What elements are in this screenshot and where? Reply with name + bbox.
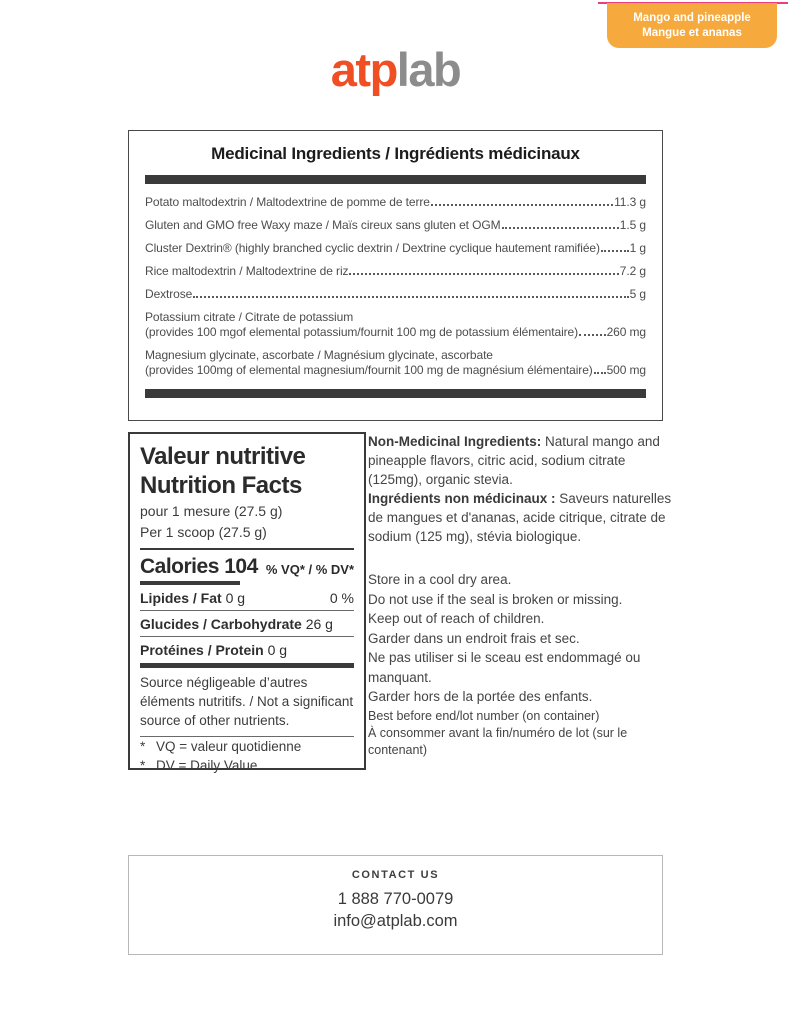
ingredient-name: Dextrose <box>145 286 193 301</box>
ingredient-name: Cluster Dextrin® (highly branched cyclic dextrin / Dextrine cyclique hautement ramifiée) <box>145 240 600 255</box>
contact-email: info@atplab.com <box>333 912 458 930</box>
ingredient-list <box>129 184 662 381</box>
dot-leader <box>349 273 618 275</box>
non-medicinal-fr-label: Ingrédients non médicinaux : <box>368 491 556 506</box>
medicinal-ingredients-box <box>128 130 663 421</box>
ingredient-detail: (provides 100 mgof elemental potassium/fournit 100 mg de potassium élémentaire) <box>145 324 578 339</box>
best-before-line-en: Best before end/lot number (on container) <box>368 709 600 723</box>
flavor-name-fr: Mangue et ananas <box>642 26 742 39</box>
storage-line: Garder hors de la portée des enfants. <box>368 689 593 704</box>
dot-leader <box>431 204 613 206</box>
ingredient-name: Potassium citrate / Citrate de potassium <box>145 309 354 324</box>
non-medicinal-en: Non-Medicinal Ingredients: Natural mango and pineapple flavors, citric acid, sodium citrate (125mg), organic stevia. <box>368 434 660 487</box>
best-before-note <box>368 708 674 759</box>
calories-row <box>140 555 354 579</box>
flavor-name-en: Mango and pineapple <box>633 11 751 24</box>
ingredient-row-detail <box>145 324 646 339</box>
separator-line <box>140 548 354 550</box>
ingredient-row <box>145 282 646 305</box>
dot-leader <box>579 334 606 336</box>
logo-part-atp: atp <box>330 43 397 96</box>
contact-box <box>128 855 663 955</box>
ingredient-row <box>145 259 646 282</box>
ingredient-row <box>145 190 646 213</box>
ingredient-name: Rice maltodextrin / Maltodextrine de riz <box>145 263 349 278</box>
serving-size-fr: pour 1 mesure (27.5 g) <box>140 503 283 519</box>
nutrient-label: Glucides / Carbohydrate 26 g <box>140 616 333 632</box>
storage-line: Keep out of reach of children. <box>368 611 545 626</box>
footnote-dv: * DV = Daily Value <box>140 758 258 773</box>
ingredient-row-detail <box>145 362 646 377</box>
medicinal-title: Medicinal Ingredients / Ingrédients médicinaux <box>211 144 580 163</box>
serving-size-en: Per 1 scoop (27.5 g) <box>140 524 267 540</box>
nutrient-label: Protéines / Protein 0 g <box>140 642 288 658</box>
ingredient-amount: 1 g <box>629 240 646 255</box>
storage-line: Ne pas utiliser si le sceau est endommagé ou manquant. <box>368 650 641 685</box>
nutrition-title-en: Nutrition Facts <box>140 472 302 499</box>
dot-leader <box>601 250 629 252</box>
non-medicinal-fr: Ingrédients non médicinaux : Saveurs naturelles de mangues et d'ananas, acide citrique, citrate de sodium (125 mg), stévia biologique. <box>368 491 672 544</box>
calories-value: Calories 104 <box>140 555 258 578</box>
ingredient-amount: 260 mg <box>606 324 646 339</box>
non-medicinal-ingredients <box>368 432 674 546</box>
contact-heading: CONTACT US <box>351 869 440 881</box>
storage-warnings <box>368 570 674 707</box>
dot-leader <box>502 227 619 229</box>
ingredient-row <box>145 236 646 259</box>
ingredient-name: Potato maltodextrin / Maltodextrine de pomme de terre <box>145 194 430 209</box>
nutrient-dv: 0 % <box>329 590 354 606</box>
nutrient-row <box>140 585 354 610</box>
atplab-logo <box>0 44 791 96</box>
dot-leader <box>193 296 628 298</box>
divider-bar-top <box>145 175 646 184</box>
ingredient-amount: 5 g <box>629 286 646 301</box>
ingredient-detail: (provides 100mg of elemental magnesium/fournit 100 mg de magnésium élémentaire) <box>145 362 593 377</box>
nutrition-facts-panel <box>128 432 366 773</box>
ingredient-amount: 1.5 g <box>619 217 646 232</box>
asterisk: * <box>140 739 146 754</box>
storage-line: Do not use if the seal is broken or missing. <box>368 591 623 607</box>
ingredient-name: Magnesium glycinate, ascorbate / Magnésium glycinate, ascorbate <box>145 347 493 362</box>
non-medicinal-en-label: Non-Medicinal Ingredients: <box>368 434 542 449</box>
ingredient-row <box>145 305 646 343</box>
ingredient-amount: 11.3 g <box>614 194 646 209</box>
dot-leader <box>594 372 606 374</box>
contact-phone: 1 888 770-0079 <box>337 890 454 908</box>
storage-line: Store in a cool dry area. <box>368 572 512 587</box>
nutrient-row <box>140 636 354 662</box>
asterisk: * <box>140 758 146 773</box>
best-before-line-fr: À consommer avant la fin/numéro de lot (sur le contenant) <box>368 726 628 757</box>
daily-value-header: % VQ* / % DV* <box>265 562 354 577</box>
ingredient-name: Gluten and GMO free Waxy maze / Maïs cireux sans gluten et OGM <box>145 217 501 232</box>
nutrient-label: Lipides / Fat 0 g <box>140 590 246 606</box>
insignificant-source-note: Source négligeable d’autres éléments nutritifs. / Not a significant source of other nutrients. <box>140 675 354 728</box>
flavor-badge <box>607 3 777 48</box>
divider-bar-bottom <box>145 389 646 398</box>
logo-part-lab: lab <box>396 43 461 96</box>
nutrition-title-fr: Valeur nutritive <box>140 443 306 470</box>
ingredient-row <box>145 213 646 236</box>
footnote-vq: * VQ = valeur quotidienne <box>140 739 302 754</box>
ingredient-amount: 500 mg <box>606 362 646 377</box>
ingredient-row <box>145 343 646 381</box>
storage-line: Garder dans un endroit frais et sec. <box>368 630 580 646</box>
nutrient-row <box>140 610 354 636</box>
ingredient-amount: 7.2 g <box>619 263 646 278</box>
